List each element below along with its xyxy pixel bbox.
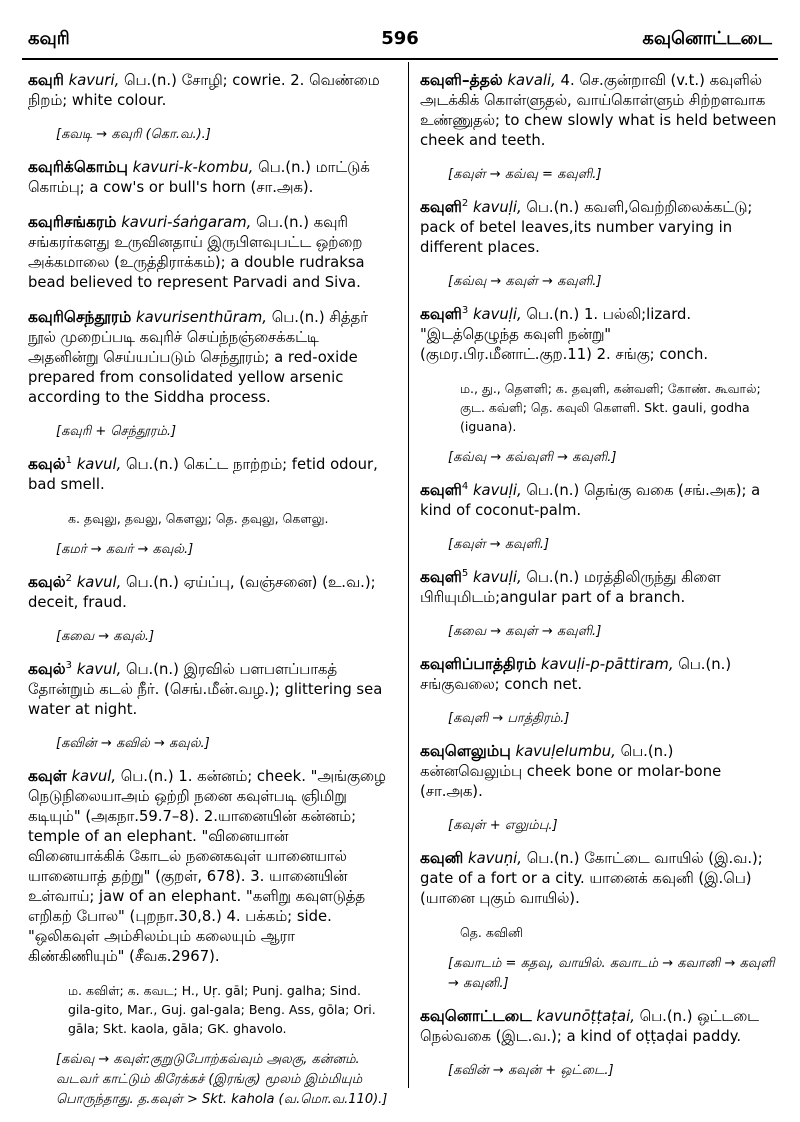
column-divider (408, 62, 409, 1088)
headword: கவுள் (28, 767, 67, 785)
transliteration: kavul, (76, 661, 122, 678)
headword: கவுளி (420, 481, 462, 499)
cognates-note: ம., து., தௌளி; க. தவுளி, கன்வளி; கோண். கூவால்; குட. கவ்ளி; தெ. கவுலி கௌளி. Skt. gauli, godha (iguana). (460, 381, 761, 434)
dictionary-entry (420, 567, 780, 608)
transliteration: kavuḷelumbu, (515, 743, 616, 760)
dictionary-entry (420, 1006, 780, 1047)
header-rule (22, 58, 778, 60)
definition: பெ.(n.) தெங்கு வகை (சங்.அக); a kind of coconut-palm. (420, 482, 761, 519)
headword: கவுளி (420, 568, 462, 586)
etymology-note: [கவுள் + எலும்பு.] (448, 818, 558, 833)
definition: பெ.(n.) மரத்திலிருந்து கிளை பிரியுமிடம்;angular part of a branch. (420, 569, 721, 606)
etymology-note: [கவுரி + செந்தூரம்.] (56, 424, 177, 439)
definition: 4. செ.குன்றாவி (v.t.) கவுளில் அடக்கிக் கொள்ளுதல், வாய்கொள்ளும் சிற்றளவாக உண்ணுதல்; to chew slowly what is held between cheek and teeth. (420, 72, 777, 149)
transliteration: kavuri-k-kombu, (132, 159, 254, 176)
header-left-guide-word: கவுரி (28, 28, 70, 49)
transliteration: kavuri, (68, 72, 120, 89)
transliteration: kavunōṭṭaṭai, (536, 1008, 635, 1025)
definition: பெ.(n.) 1. பல்லி;lizard. "இடத்தெழுந்த கவுளி நன்று" (குமர.பிர.மீனாட்.குற.11) 2. சங்கு; conch. (420, 306, 709, 363)
dictionary-entry (420, 197, 780, 258)
headword: கவுரி (28, 71, 64, 89)
page-header (28, 28, 772, 52)
definition: பெ.(n.) ஒட்டடை நெல்வகை (இட.வ.); a kind of oṭṭaḍai paddy. (420, 1008, 759, 1045)
transliteration: kavul, (71, 768, 117, 785)
dictionary-entry (28, 572, 388, 613)
definition: பெ.(n.) கவுரி சங்கரர்களது உருவினதாய் இருபிளவுபட்ட ஒற்றை அக்கமாலை (உருத்திராக்கம்); a double rudraksa bead believed to represent Parvadi and Siva. (28, 214, 365, 291)
etymology-note: [கவடி → கவுரி (கொ.வ.).] (56, 127, 211, 142)
page-number: 596 (381, 28, 419, 49)
etymology-note: [கவாடம் = கதவு, வாயில். கவாடம் → கவானி → கவுளி → கவுனி.] (448, 956, 775, 991)
definition: பெ.(n.) கெட்ட நாற்றம்; fetid odour, bad smell. (28, 456, 378, 493)
dictionary-entry (28, 659, 388, 720)
headword: கவுரிசங்கரம் (28, 213, 117, 231)
definition: பெ.(n.) சங்குவலை; conch net. (420, 656, 732, 693)
etymology-note: [கவ்வு → கவ்வுளி → கவுளி.] (448, 450, 617, 465)
right-column (420, 70, 780, 1093)
homonym-number: 3 (461, 305, 469, 317)
etymology-note: [கவுள் → கவுளி.] (448, 537, 550, 552)
dictionary-entry (28, 766, 388, 967)
definition: பெ.(n.) 1. கன்னம்; cheek. "அங்குழை நெடுநிலையாஅம் ஒற்றி நனை கவுள்படி ஞிமிறு கடியும்" (அகநா.59.7–8). 2.யானையின் கன்னம்; temple of an elephant. "வினையான் வினையாக்கிக் கோடல் நனைகவுள் யானையால் யானையாத் தற்று" (குறள், 678). 3. யானையின் உள்வாய்; jaw of an elephant. "களிறு கவுளடுத்த எறிகற் போல" (புறநா.30,8.) 4. பக்கம்; side. "ஒலிகவுள் அம்சிலம்பும் கலையும் ஆரா கிண்கிணியும்" (சீவக.2967). (28, 768, 386, 965)
etymology-note: [கவை → கவுல்.] (56, 629, 155, 644)
definition: பெ.(n.) சித்தர் நூல் முறைப்படி கவுரிச் செய்ந்நஞ்சைக்கட்டி அதனின்று செய்யப்படும் செந்தூரம்; a red-oxide prepared from consolidated yellow arsenic according to the Siddha process. (28, 309, 368, 406)
dictionary-entry (420, 848, 780, 909)
headword: கவுளி (420, 305, 462, 323)
etymology-note: [கமர் → கவர் → கவுல்.] (56, 542, 194, 557)
dictionary-entry (420, 741, 780, 802)
dictionary-entry (28, 454, 388, 495)
headword: கவுனொட்டடை (420, 1007, 532, 1025)
transliteration: kavuṇi, (468, 850, 522, 867)
headword: கவுளி (420, 198, 462, 216)
transliteration: kavuḷi-p-pāttiram, (541, 656, 674, 673)
dictionary-entry (420, 480, 780, 521)
header-right-guide-word: கவுனொட்டடை (642, 28, 772, 49)
etymology-note: [கவ்வு → கவுள் → கவுளி.] (448, 274, 602, 289)
dictionary-entry (28, 70, 388, 111)
headword: கவுளெலும்பு (420, 742, 511, 760)
dictionary-entry (420, 70, 780, 151)
headword: கவுரிக்கொம்பு (28, 158, 128, 176)
headword: கவுல் (28, 455, 66, 473)
dictionary-entry (28, 212, 388, 293)
headword: கவுளிப்பாத்திரம் (420, 655, 537, 673)
transliteration: kavuḷi, (472, 199, 522, 216)
definition: பெ.(n.) கன்னவெலும்பு cheek bone or molar-bone (சா.அக). (420, 743, 722, 800)
transliteration: kavuḷi, (472, 482, 522, 499)
left-column (28, 70, 388, 1122)
etymology-note: [கவுளி → பாத்திரம்.] (448, 711, 570, 726)
transliteration: kavul, (76, 574, 122, 591)
etymology-note: [கவை → கவுள் → கவுளி.] (448, 624, 602, 639)
cognates-note: க. தவுலு, தவலு, கௌலு; தெ. தவுலு, கௌலு. (68, 511, 329, 526)
dictionary-entry (28, 157, 388, 198)
homonym-number: 5 (461, 568, 469, 580)
transliteration: kavuḷi, (472, 306, 522, 323)
transliteration: kavuri-śaṅgaram, (121, 214, 252, 231)
definition: பெ.(n.) மாட்டுக் கொம்பு; a cow's or bull's horn (சா.அக). (28, 159, 370, 196)
homonym-number: 3 (65, 660, 72, 672)
headword: கவுரிசெந்தூரம் (28, 308, 132, 326)
definition: பெ.(n.) சோழி; cowrie. 2. வெண்மை நிறம்; white colour. (28, 72, 380, 109)
definition: பெ.(n.) கவளி,வெற்றிலைக்கட்டு; pack of betel leaves,its number varying in different places. (420, 199, 753, 256)
homonym-number: 4 (461, 481, 469, 493)
etymology-note: [கவின் → கவில் → கவுல்.] (56, 736, 210, 751)
etymology-note: [கவ்வு → கவுள்:குறுடுபோற்கவ்வும் அலகு, கன்னம். வடவர் காட்டும் கிரேக்கச் (இரங்கு) மூலம் இம்மியும் பொருந்தாது. த.கவுள் > Skt. kahola (வ.மொ.வ.110).] (56, 1052, 388, 1107)
dictionary-entry (420, 304, 780, 365)
headword: கவுனி (420, 849, 464, 867)
dictionary-entry (28, 307, 388, 408)
dictionary-entry (420, 654, 780, 695)
homonym-number: 2 (65, 573, 72, 585)
etymology-note: [கவின் → கவுன் + ஒட்டை.] (448, 1063, 614, 1078)
homonym-number: 1 (65, 455, 72, 467)
transliteration: kavurisenthūram, (136, 309, 268, 326)
definition: பெ.(n.) இரவில் பளபளப்பாகத் தோன்றும் கடல் நீர். (செங்.மீன்.வழ.); glittering sea water at night. (28, 661, 383, 718)
transliteration: kavul, (76, 456, 122, 473)
transliteration: kavali, (507, 72, 556, 89)
definition: பெ.(n.) கோட்டை வாயில் (இ.வ.); gate of a fort or a city. யானைக் கவுனி (இ.பெ) (யானை புகும் வாயில்). (420, 850, 763, 907)
headword: கவுல் (28, 573, 66, 591)
headword: கவுளி–த்தல் (420, 71, 503, 89)
cognates-note: தெ. கவினி (460, 925, 523, 940)
headword: கவுல் (28, 660, 66, 678)
etymology-note: [கவுள் → கவ்வு = கவுளி.] (448, 167, 602, 182)
homonym-number: 2 (461, 198, 469, 210)
transliteration: kavuḷi, (472, 569, 522, 586)
definition: பெ.(n.) ஏய்ப்பு, (வஞ்சனை) (உ.வ.); deceit, fraud. (28, 574, 376, 611)
cognates-note: ம. கவிள்; க. கவட; H., Uṛ. gāl; Punj. galha; Sind. gila-gito, Mar., Guj. gal-gala; Beng. Ass, gōla; Ori. gāla; Skt. kaola, gāla; GK. ghavolo. (68, 983, 376, 1036)
